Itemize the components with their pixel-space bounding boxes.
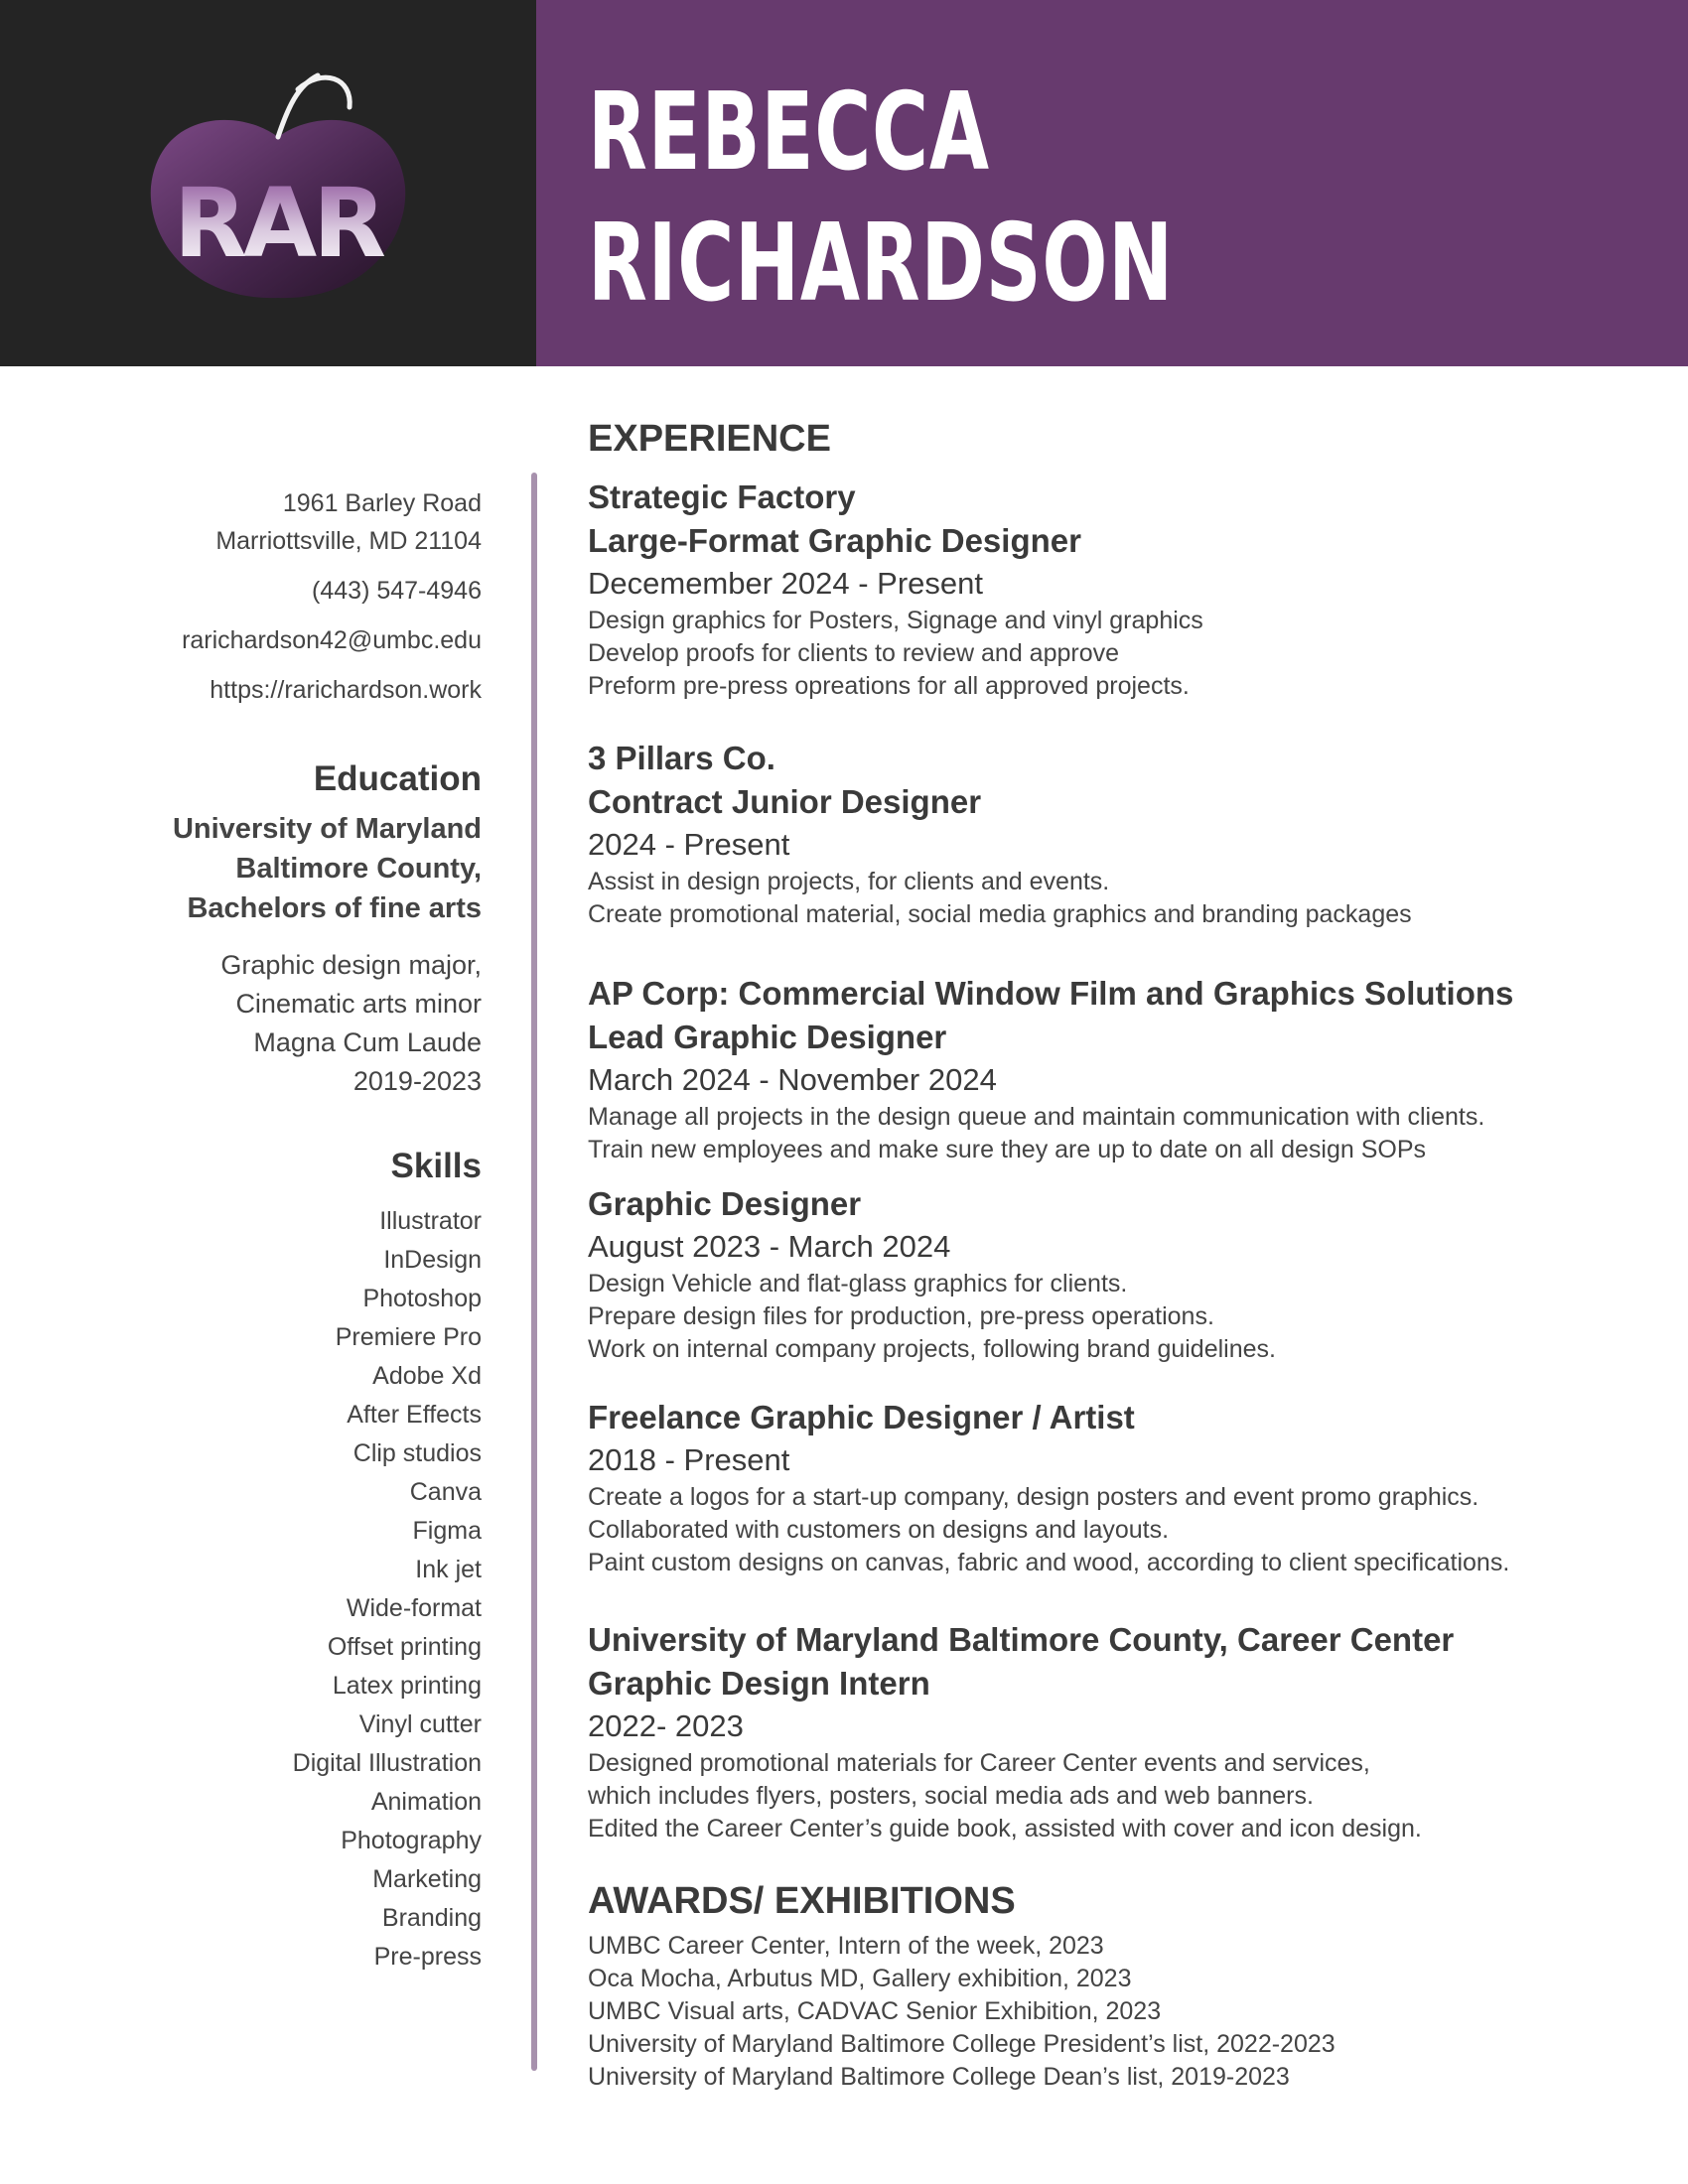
award-item: UMBC Career Center, Intern of the week, 2023 [588,1932,1104,1960]
job-desc-line: Design graphics for Posters, Signage and vinyl graphics [588,607,1203,634]
column-divider [531,473,537,2071]
award-item: Oca Mocha, Arbutus MD, Gallery exhibition, 2023 [588,1965,1132,1992]
job-desc-line: Prepare design files for production, pre-press operations. [588,1302,1214,1330]
job-dates: 2024 - Present [588,827,790,862]
header-logo-panel [0,0,536,366]
skill-item: Latex printing [332,1672,482,1700]
skill-item: Clip studios [352,1439,482,1467]
school-line: Baltimore County, [235,853,482,885]
job-role: Freelance Graphic Designer / Artist [588,1399,1135,1435]
job-entry [588,1182,1660,1366]
award-item: UMBC Visual arts, CADVAC Senior Exhibition, 2023 [588,1997,1162,2025]
skill-item: Adobe Xd [372,1362,482,1390]
last-name: RICHARDSON [588,202,1174,326]
job-desc-line: Develop proofs for clients to review and approve [588,639,1120,667]
apple-logo-icon [139,68,417,306]
first-name: REBECCA [588,70,990,195]
education-details [60,946,482,1101]
education-section [60,757,482,1101]
awards-heading: AWARDS/ EXHIBITIONS [588,1880,1016,1922]
job-desc-line: Assist in design projects, for clients and events. [588,868,1110,895]
job-role: Contract Junior Designer [588,783,982,820]
skills-heading: Skills [390,1147,482,1185]
job-role: Graphic Designer [588,1185,862,1222]
job-dates: Decemember 2024 - Present [588,566,984,601]
job-desc-line: Work on internal company projects, following brand guidelines. [588,1335,1276,1363]
job-role: Lead Graphic Designer [588,1019,947,1055]
education-heading: Education [313,759,482,798]
honors-line: Magna Cum Laude [253,1027,482,1057]
address-city: Marriottsville, MD 21104 [215,527,482,555]
skill-item: Branding [381,1904,482,1932]
job-desc-line: Edited the Career Center’s guide book, assisted with cover and icon design. [588,1815,1422,1843]
skill-item: Wide-format [346,1594,482,1622]
job-desc-line: Create a logos for a start-up company, design posters and event promo graphics. [588,1483,1479,1511]
job-dates: 2022- 2023 [588,1708,744,1743]
skill-item: After Effects [347,1401,482,1429]
job-company: AP Corp: Commercial Window Film and Graphics Solutions [588,975,1514,1012]
skill-item: Illustrator [379,1207,482,1235]
job-desc-line: Collaborated with customers on designs and layouts. [588,1516,1170,1544]
skill-item: Vinyl cutter [358,1710,482,1738]
skills-section [60,1145,482,1977]
skill-item: Premiere Pro [335,1323,482,1351]
experience-heading: EXPERIENCE [588,418,831,460]
awards-list [588,1930,1336,2094]
job-entry [588,476,1660,703]
award-item: University of Maryland Baltimore College Dean’s list, 2019-2023 [588,2063,1290,2091]
job-desc-line: Train new employees and make sure they are up to date on all design SOPs [588,1136,1426,1163]
website-link[interactable]: https://rarichardson.work [210,676,482,704]
job-entry [588,972,1660,1166]
job-desc-line: Manage all projects in the design queue and maintain communication with clients. [588,1103,1485,1131]
skill-item: Ink jet [415,1556,482,1583]
job-entry [588,737,1660,931]
skill-item: Marketing [372,1865,482,1893]
address-street: 1961 Barley Road [282,489,482,517]
email-link[interactable]: rarichardson42@umbc.edu [182,626,482,654]
degree-line: Bachelors of fine arts [187,892,482,924]
skill-item: Photography [341,1827,482,1854]
job-desc-line: Design Vehicle and flat-glass graphics for clients. [588,1270,1128,1297]
job-company: University of Maryland Baltimore County, Career Center [588,1621,1455,1658]
major-line: Graphic design major, [220,950,482,980]
logo-lettering: RAR [173,168,383,279]
job-desc-line: which includes flyers, posters, social media ads and web banners. [588,1782,1314,1810]
job-desc-line: Designed promotional materials for Career Center events and services, [588,1749,1370,1777]
job-entry [588,1396,1660,1579]
job-desc-line: Paint custom designs on canvas, fabric and wood, according to client specifications. [588,1549,1510,1576]
skill-item: Canva [409,1478,482,1506]
years-line: 2019-2023 [352,1066,482,1096]
award-item: University of Maryland Baltimore College President’s list, 2022-2023 [588,2030,1336,2058]
job-dates: March 2024 - November 2024 [588,1062,997,1097]
skill-item: Animation [370,1788,482,1816]
skill-item: Photoshop [362,1285,482,1312]
job-desc-line: Preform pre-press opreations for all approved projects. [588,672,1190,700]
job-company: 3 Pillars Co. [588,740,775,776]
skill-item: Offset printing [327,1633,482,1661]
job-role: Graphic Design Intern [588,1665,930,1702]
skill-item: InDesign [383,1246,482,1274]
skill-item: Figma [412,1517,482,1545]
school-line: University of Maryland [172,813,482,845]
job-desc-line: Create promotional material, social media graphics and branding packages [588,900,1412,928]
phone-number: (443) 547-4946 [312,577,482,605]
job-entry [588,1618,1660,1845]
job-dates: 2018 - Present [588,1442,790,1477]
rar-logo [139,68,417,306]
job-role: Large-Format Graphic Designer [588,522,1081,559]
job-dates: August 2023 - March 2024 [588,1229,951,1264]
contact-info [60,484,482,709]
job-company: Strategic Factory [588,478,856,515]
minor-line: Cinematic arts minor [235,989,482,1019]
skill-item: Pre-press [373,1943,482,1971]
skill-item: Digital Illustration [292,1749,482,1777]
